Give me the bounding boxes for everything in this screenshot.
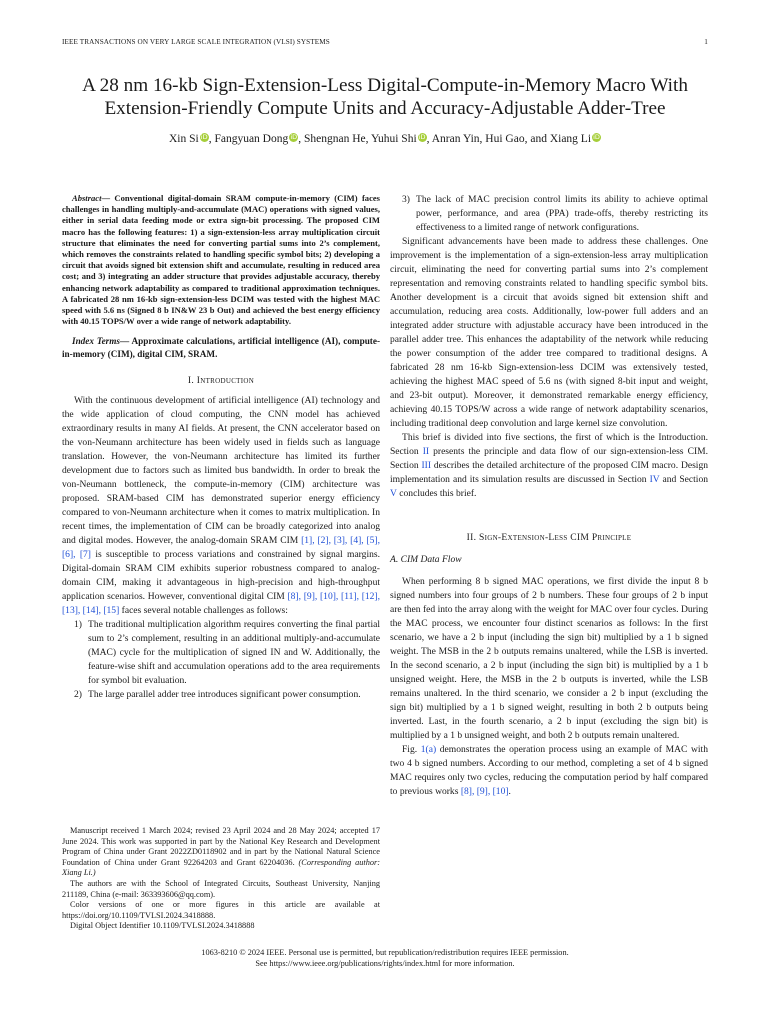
subsection-heading: A. CIM Data Flow — [390, 554, 462, 565]
index-terms — [62, 335, 380, 360]
list-number: 1) — [74, 619, 82, 631]
paragraph-text: describes the detailed architecture of the proposed CIM macro. Design implementation and its simulation results are discussed in Section — [390, 460, 708, 485]
list-item — [62, 618, 380, 688]
paragraph-text: This brief is divided into five sections, the first of which is the Introduction. Section — [390, 432, 708, 457]
section-number: I. — [187, 375, 197, 387]
corresponding-author: (Corresponding author: Xiang Li.) — [62, 857, 381, 878]
section-title: Introduction — [196, 375, 255, 387]
section-title: Sign-Extension-Less CIM Principle — [478, 532, 632, 543]
affiliation-note: The authors are with the School of Integrated Circuits, Southeast University, Nanjing 211189, China (e-mail: 363393606@qq.com). — [62, 878, 380, 899]
challenge-list — [62, 618, 380, 702]
index-terms-text: — Approximate calculations, artificial intelligence (AI), compute-in-memory (CIM), digital CIM, SRAM. — [62, 336, 380, 359]
author-text: , Shengnan He, Yuhui Shi — [298, 133, 417, 145]
list-item — [62, 688, 380, 702]
paragraph-text: presents the principle and data flow of our sign-extension-less CIM. Section — [390, 446, 708, 471]
paragraph-text: . — [508, 786, 511, 797]
orcid-icon[interactable]: iD — [418, 133, 426, 141]
section-heading-introduction — [62, 374, 380, 388]
list-number: 2) — [74, 689, 82, 701]
paragraph-text: demonstrates the operation process using an example of MAC with two 4 b signed numbers. According to our method, completing a set of 4 b signed MAC requires only two cycles, reducing the computation period by half compared to previous works — [390, 744, 708, 797]
orcid-icon[interactable]: iD — [200, 133, 208, 141]
paragraph-text: With the continuous development of artificial intelligence (AI) technology and the wide application of cloud computing, the CNN model has achieved extraordinary results in many AI fields. At present, the CNN accelerator based on the von-Neumann architecture has been widely used in fields such as language translation. However, the von-Neumann architecture has limited its further development due to factors such as limited bus bandwidth. In order to break the von-Neumann bottleneck, the compute-in-memory (CIM) architecture was proposed. SRAM-based CIM has demonstrated superior energy efficiency compared to von-Neumann architecture when it comes to matrix multiplication. In recent times, the implementation of CIM can be broadly categorized into analog and digital modes. However, the analog-domain SRAM CIM — [62, 395, 380, 547]
figure-link[interactable]: 1(a) — [420, 744, 437, 755]
organization-paragraph — [390, 431, 708, 501]
section-number: II. — [466, 532, 479, 543]
author-text: , Anran Yin, Hui Gao, and Xiang Li — [426, 133, 592, 145]
author-list — [40, 133, 730, 145]
citation-link[interactable]: [1], [2], [3], [4], [5], [6], [7] — [62, 535, 380, 561]
paper-title — [40, 74, 730, 120]
list-item — [390, 193, 708, 235]
orcid-icon[interactable]: iD — [593, 133, 600, 141]
paragraph-text: faces several notable challenges as follows: — [119, 605, 288, 617]
section-link[interactable]: V — [390, 488, 397, 499]
copyright-line-2: See https://www.ieee.org/publications/rights/index.html for more information. — [255, 959, 515, 968]
copyright-notice — [62, 947, 708, 969]
paragraph-text: concludes this brief. — [396, 488, 477, 499]
title-line-1: A 28 nm 16-kb Sign-Extension-Less Digital-Compute-in-Memory Macro With — [82, 75, 688, 96]
advancements-paragraph: Significant advancements have been made to address these challenges. One improvement is the implementation of a sign-extension-less array multiplication circuit, eliminating the need for converting partial sums into 2’s complement representation and removing constraints related to handling specific symbol bits. Another development is a circuit that avoids signed bit extension shift and accumulation, reducing area costs. Additionally, low-power full adders and an integrated adder structure with adjustable accuracy have been introduced in the parallel adder tree. This enhances the adaptability of the network while reducing the power consumption of the adder tree compared to traditional designs. A fabricated 28 nm 16-kb Sign-extension-less DCIM was extensively tested, achieving the highest MAC speed of 5.6 ns (with signed 8-bit input and weight, and 23-bit output). Moreover, it demonstrated remarkable energy efficiency, achieving 40.15 TOPS/W across a wide range of network adaptability scenarios, including traditional deep convolution and large kernel size convolution. — [390, 236, 708, 429]
section-link[interactable]: IV — [649, 474, 660, 485]
section-link[interactable]: II — [422, 446, 430, 457]
left-column — [62, 193, 380, 702]
data-flow-paragraph: When performing 8 b signed MAC operations, we first divide the input 8 b signed numbers into four groups of 2 b numbers. These four groups of 2 b input are then fed into the array along with the weight for MAC over four cycles. During the MAC process, we encounter four distinct scenarios as follows: In the first scenario, we have a 2 b input (including the sign bit) multiplied by a 1 b signed weight. The MSB in the 2 b outputs remains unaltered, while the LSB is inverted. In the second scenario, a 2 b input (including the sign bit) is multiplied by a 1 b unsigned weight. Here, the MSB in the 2 b outputs is inverted, while the LSB remains unaltered. In the third scenario, we consider a 2 b input (excluding the sign bit) multiplied by a 1 b signed weight, resulting in both 2 b outputs being inverted. Last, in the fourth scenario, a 2 b input (excluding the sign bit) is multiplied by a 1 b unsigned weight, and both 2 b outputs remain unaltered. — [390, 576, 708, 741]
fig-description-paragraph — [390, 743, 708, 799]
citation-link[interactable]: [8], [9], [10], [11], [12], [13], [14], [15] — [62, 591, 380, 617]
list-number: 3) — [402, 194, 410, 205]
challenge-list-continued — [390, 193, 708, 235]
author-text: Xin Si — [168, 133, 199, 145]
paragraph-text: and Section — [659, 474, 708, 485]
doi-note: Digital Object Identifier 10.1109/TVLSI.2024.3418888 — [70, 921, 255, 931]
paragraph-text: is susceptible to process variations and constrained by signal margins. Digital-domain SRAM CIM exhibits superior robustness compared to analog-domain CIM, making it advantageous in high-precision and high-throughput application scenarios. However, conventional digital CIM — [62, 549, 380, 603]
intro-paragraph — [62, 394, 380, 618]
copyright-line-1: 1063-8210 © 2024 IEEE. Personal use is permitted, but republication/redistribution requires IEEE permission. — [201, 948, 569, 957]
journal-name: IEEE TRANSACTIONS ON VERY LARGE SCALE INTEGRATION (VLSI) SYSTEMS — [62, 38, 330, 46]
manuscript-note — [62, 826, 380, 879]
orcid-icon[interactable]: iD — [290, 133, 298, 141]
title-line-2: Extension-Friendly Compute Units and Accuracy-Adjustable Adder-Tree — [104, 98, 666, 119]
list-item-text: The traditional multiplication algorithm requires converting the final partial sum to 2’s complement, resulting in an additional multiply-and-accumulate (MAC) cycle for the multiplication of signed IN and W. Additionally, the feature-wise shift and accumulation operations add to the area requirements for symbol bit evaluation. — [88, 619, 380, 687]
citation-link[interactable]: [8], [9], [10] — [460, 786, 509, 797]
right-column — [390, 193, 708, 799]
abstract — [62, 193, 380, 327]
list-item-text: The lack of MAC precision control limits its ability to achieve optimal power, performance, and area (PPA) trade-offs, thereby restricting its effectiveness to a limited range of network configurations. — [416, 194, 708, 233]
list-item-text: The large parallel adder tree introduces significant power consumption. — [88, 689, 361, 701]
index-terms-label: Index Terms — [72, 336, 120, 347]
footnote-text: Manuscript received 1 March 2024; revised 23 April 2024 and 28 May 2024; accepted 17 June 2024. This work was supported in part by the National Key Research and Development Program of China under Grant 2022ZD0118902 and in part by the National Natural Science Foundation of China under Grant 92264203 and Grant 62204036. — [62, 826, 380, 867]
section-link[interactable]: III — [421, 460, 432, 471]
color-versions-note: Color versions of one or more figures in this article are available at https://doi.org/10.1109/TVLSI.2024.3418888. — [62, 900, 380, 920]
author-text: , Fangyuan Dong — [208, 133, 289, 145]
paragraph-text: Fig. — [402, 744, 421, 755]
abstract-text: — Conventional digital-domain SRAM compute-in-memory (CIM) faces challenges in handling multiply-and-accumulate (MAC) operations with signed values, either in serial data feeding mode or extra sign-bit processing. The proposed CIM macro has the following features: 1) a sign-extension-less array multiplication circuit structure that eliminates the need for converting partial sums into 2’s complement, which removes the constraints related to handling specific symbol bits; 2) developing a circuit that avoids signed bit extension shift and accumulate, resulting in reduced area cost; and 3) integrating an adder structure that provides adjustable accuracy, thereby enhancing network adaptability as compared to traditional approximation techniques. A fabricated 28 nm 16-kb sign-extension-less DCIM was tested with the highest MAC speed with 5.6 ns (Signed 8 b IN&W 23 b Out) and achieved the best energy efficiency with 40.15 TOPS/W over a wide range of network adaptability. — [62, 193, 380, 327]
first-page-footnote — [62, 826, 380, 932]
page-number: 1 — [704, 38, 708, 46]
running-header — [62, 38, 708, 46]
abstract-label: Abstract — [72, 193, 102, 203]
section-heading-principle — [390, 531, 708, 545]
